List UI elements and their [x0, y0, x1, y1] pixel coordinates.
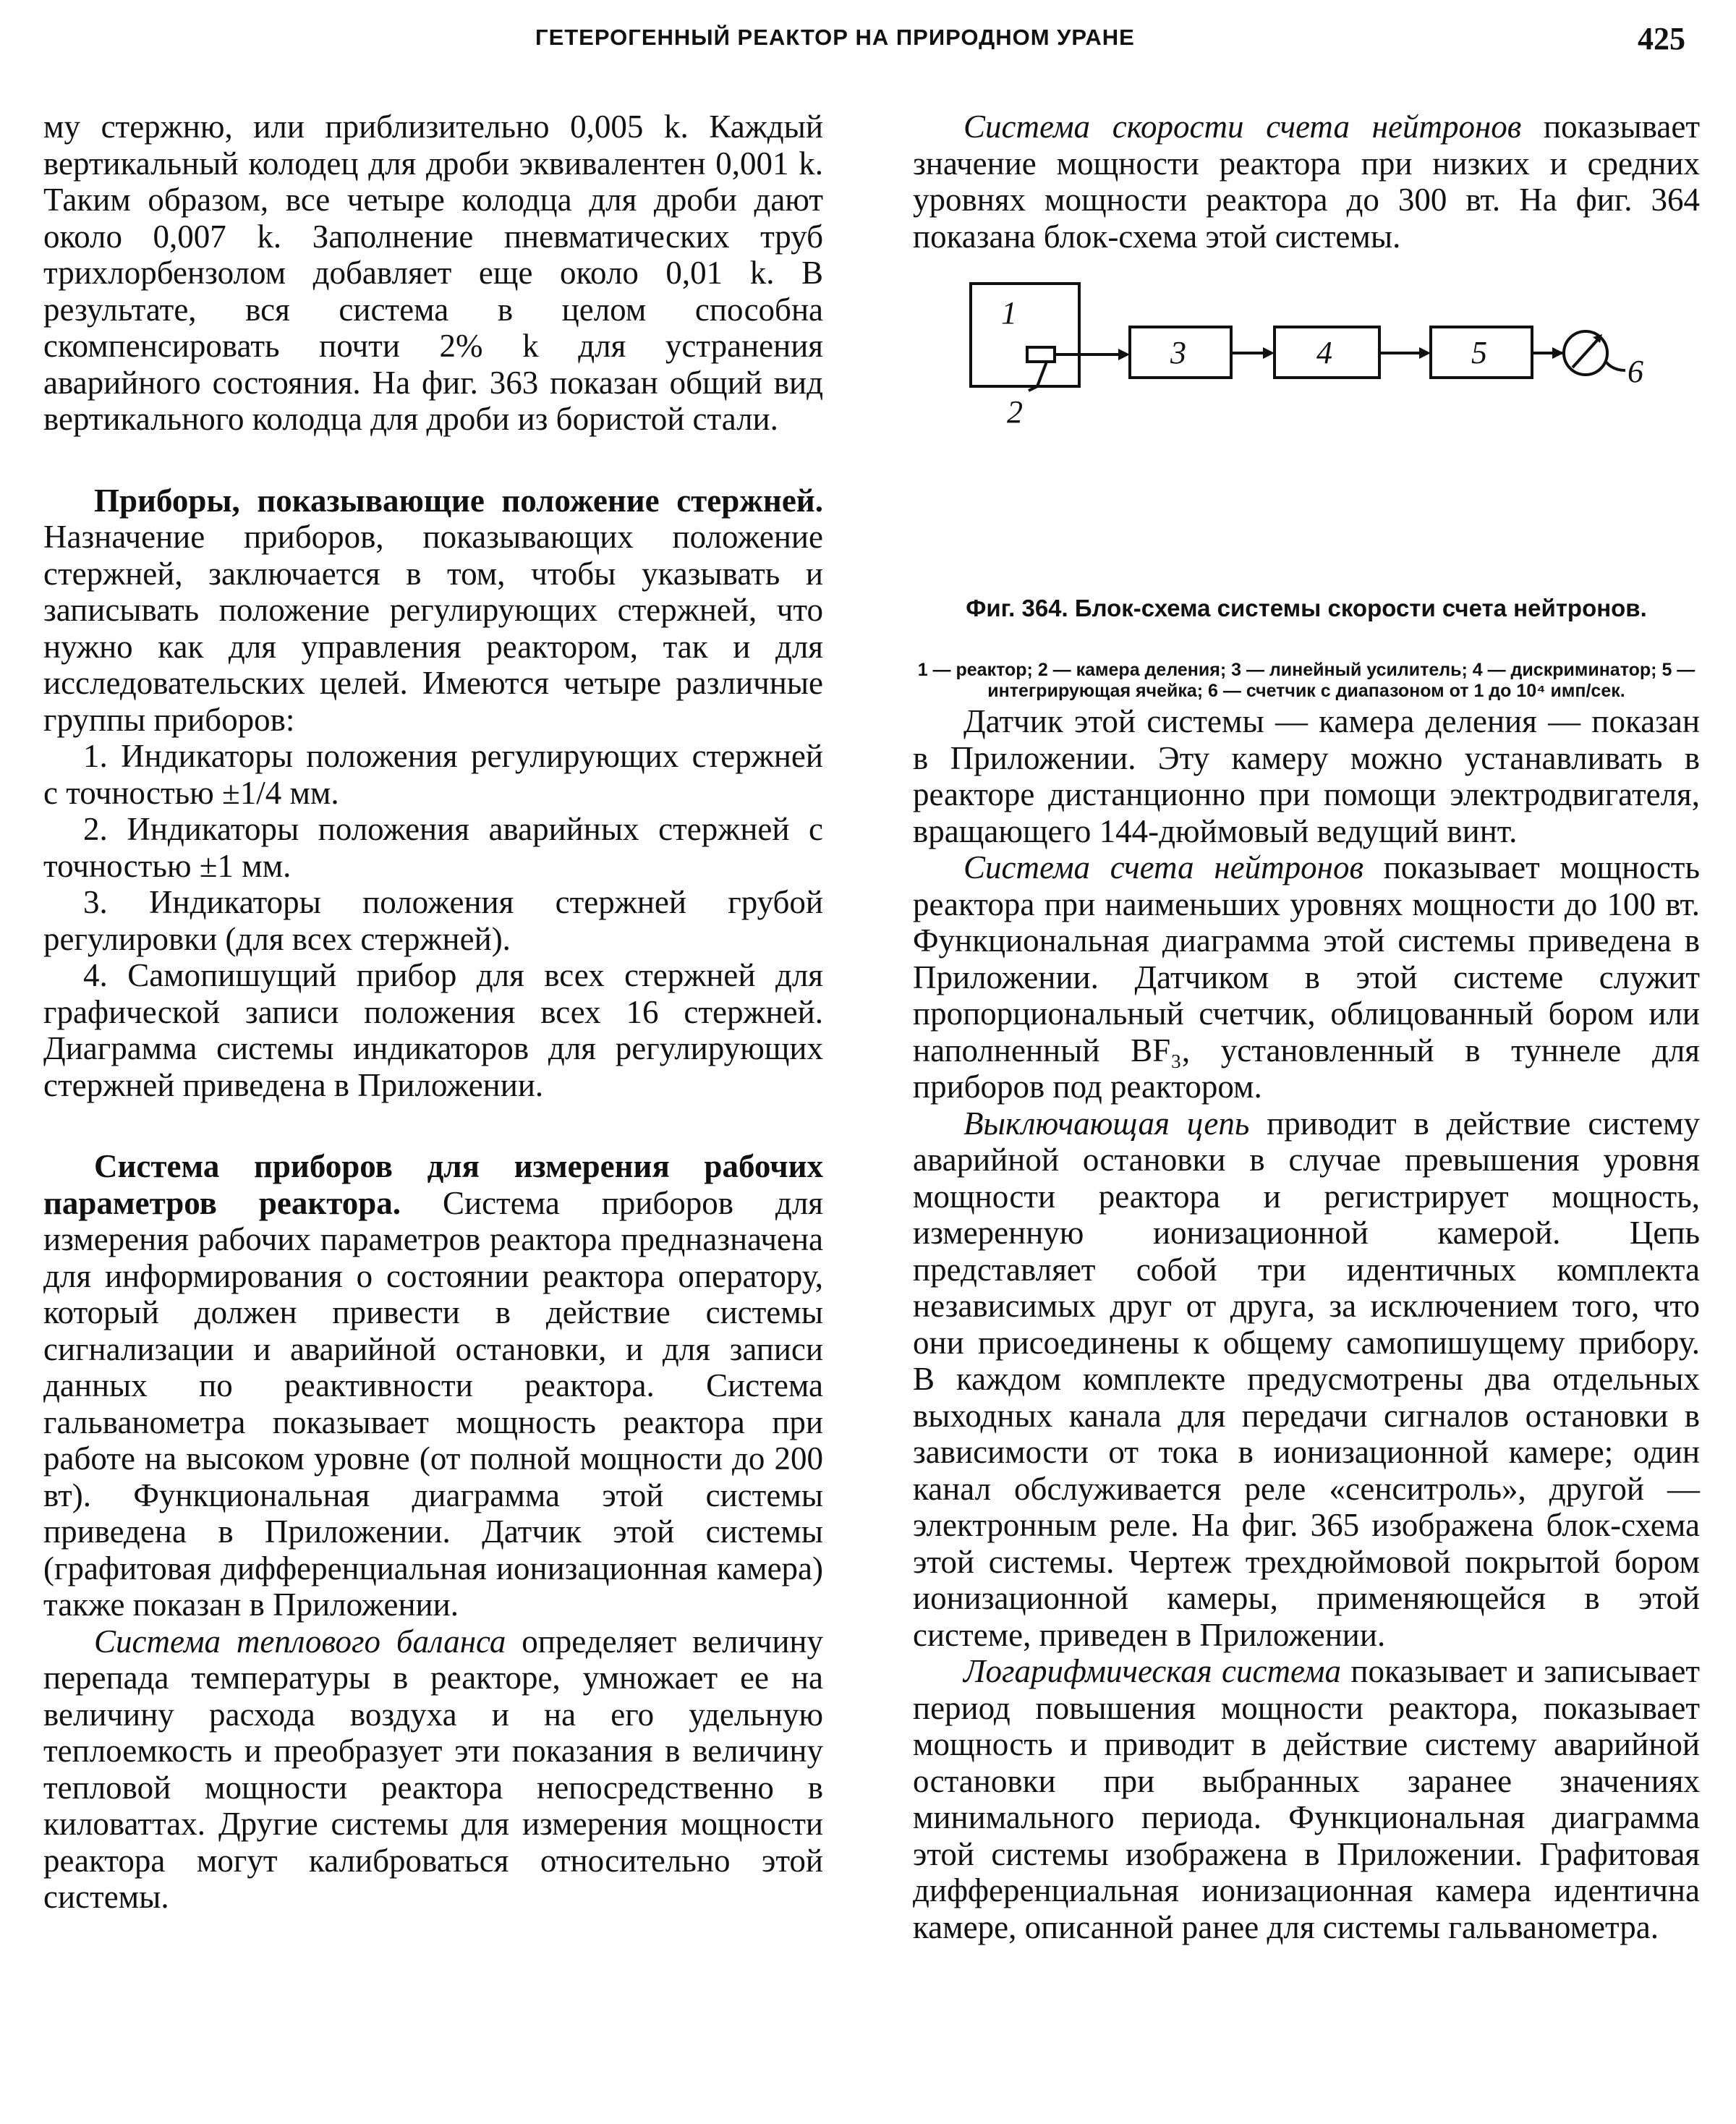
label-6: 6: [1628, 354, 1643, 389]
list-item: 4. Самопишущий прибор для всех стержней для графической записи положения всех 16 стержней. Диаграмма системы индикаторов для регулирующих стержней приведена в Приложении.: [43, 957, 823, 1103]
label-3: 3: [1170, 335, 1186, 370]
section-title: Система приборов для измерения рабочих параметров реактора.: [43, 1148, 823, 1221]
paragraph-continued: му стержню, или приблизительно 0,005 k. Каждый вертикальный колодец для дроби эквивалентен 0,001 k. Таким образом, все четыре колодца для дроби дают около 0,007 k. Заполнение пневматических труб трихлорбензолом добавляет еще около 0,01 k. В результате, вся система в целом способна скомпенсировать почти 2% k для устранения аварийного состояния. На фиг. 363 показан общий вид вертикального колодца для дроби из бористой стали.: [43, 109, 823, 437]
instrument-list: [43, 738, 823, 1103]
paragraph-fission-chamber: Датчик этой системы — камера деления — показан в Приложении. Эту камеру можно устанавливать в реакторе дистанционно при помощи электродвигателя, вращающего 144-дюймовый ведущий винт.: [913, 703, 1700, 849]
block-diagram: [913, 262, 1700, 595]
section-rod-position-instruments: [43, 483, 823, 739]
figure-legend: 1 — реактор; 2 — камера деления; 3 — линейный усилитель; 4 — дискриминатор; 5 — интегрирующая ячейка; 6 — счетчик с диапазоном от 1 до 10⁴ имп/сек.: [917, 660, 1695, 701]
section-operating-parameters: [43, 1148, 823, 1623]
leader-line-6: [1606, 362, 1625, 370]
arrow-into-5: [1419, 347, 1431, 359]
paragraph-text: определяет величину перепада температуры в реакторе, умножает ее на величину расхода воздуха и на его удельную теплоемкость и преобразует эти показания в величину тепловой мощности реактора непосредственно в киловаттах. Другие системы для измерения мощности реактора могут калиброваться относительно этой системы.: [43, 1623, 823, 1915]
section-text: Назначение приборов, показывающих положение стержней, заключается в том, чтобы указывать и записывать положение регулирующих стержней, что нужно как для управления реактором, так и для исследовательских целей. Имеются четыре различные группы приборов:: [43, 519, 823, 738]
arrow-into-4: [1263, 347, 1275, 359]
term-italic: Выключающая цепь: [963, 1105, 1250, 1142]
figure-364: [913, 255, 1700, 703]
label-2: 2: [1007, 394, 1023, 430]
left-column: [43, 109, 823, 1916]
paragraph-neutron-count-system: [913, 849, 1700, 1105]
figure-caption: Фиг. 364. Блок-схема системы скорости счета нейтронов.: [966, 595, 1647, 621]
paragraph-text: приводит в действие систему аварийной остановки в случае превышения уровня мощности реактора и регистрирует мощность, измеренную ионизационной камерой. Цепь представляет собой три идентичных комплекта независимых друг от друга, за исключением того, что они присоединены к общему самопишущему прибору. В каждом комплекте предусмотрены два отдельных выходных канала для передачи сигналов остановки в зависимости от тока в ионизационной камере; один канал обслуживается реле «сенситроль», другой — электронным реле. На фиг. 365 изображена блок-схема этой системы. Чертеж трехдюймовой покрытой бором ионизационной камеры, применяющейся в этой системе, приведен в Приложении.: [913, 1105, 1701, 1653]
list-item: 3. Индикаторы положения стержней грубой регулировки (для всех стержней).: [43, 884, 823, 957]
list-item: 2. Индикаторы положения аварийных стержней с точностью ±1 мм.: [43, 811, 823, 884]
right-column: [913, 109, 1700, 1945]
list-item: 1. Индикаторы положения регулирующих стержней с точностью ±1/4 мм.: [43, 738, 823, 811]
block-fission-chamber: [1027, 347, 1055, 362]
term-italic: Логарифмическая система: [963, 1653, 1342, 1689]
paragraph-count-rate-system: [913, 109, 1700, 255]
paragraph-text: показывает мощность реактора при наименьших уровнях мощности до 100 вт. Функциональная диаграмма этой системы приведена в Приложении. Датчиком в этой системе служит пропорциональный счетчик, облицованный бором или наполненный BF₃, установленный в туннеле для приборов под реактором.: [913, 849, 1700, 1105]
running-title: ГЕТЕРОГЕННЫЙ РЕАКТОР НА ПРИРОДНОМ УРАНЕ: [535, 25, 1135, 50]
section-text: Система приборов для измерения рабочих параметров реактора предназначена для информирования о состоянии реактора оператору, который должен привести в действие системы сигнализации и аварийной остановки, и для записи данных по реактивности реактора. Система гальванометра показывает мощность реактора при работе на высоком уровне (от полной мощности до 200 вт). Функциональная диаграмма этой системы приведена в Приложении. Датчик этой системы (графитовая дифференциальная ионизационная камера) также показан в Приложении.: [43, 1184, 823, 1623]
label-4: 4: [1316, 335, 1332, 370]
meter-needle: [1573, 337, 1600, 368]
paragraph-log-system: [913, 1653, 1700, 1945]
arrow-into-6: [1552, 347, 1564, 359]
term-italic: Система скорости счета нейтронов: [963, 109, 1522, 145]
paragraph-text: показывает значение мощности реактора при низких и средних уровнях мощности реактора до 300 вт. На фиг. 364 показана блок-схема этой системы.: [913, 109, 1701, 255]
label-1: 1: [1001, 295, 1017, 331]
section-title: Приборы, показывающие положение стержней.: [94, 482, 823, 519]
block-reactor: [971, 284, 1079, 386]
term-italic: Система счета нейтронов: [963, 849, 1363, 885]
term-italic: Система теплового баланса: [94, 1623, 506, 1660]
paragraph-heat-balance: [43, 1623, 823, 1916]
arrow-into-3: [1118, 349, 1130, 360]
page-number: 425: [1638, 21, 1685, 56]
paragraph-text: показывает и записывает период повышения мощности реактора, показывает мощность и приводит в действие систему аварийной остановки при выбранных заранее значениях минимального периода. Функциональная диаграмма этой системы изображена в Приложении. Графитовая дифференциальная ионизационная камера идентична камере, описанной ранее для системы гальванометра.: [913, 1653, 1700, 1945]
label-5: 5: [1471, 335, 1487, 370]
paragraph-trip-circuit: [913, 1105, 1700, 1654]
